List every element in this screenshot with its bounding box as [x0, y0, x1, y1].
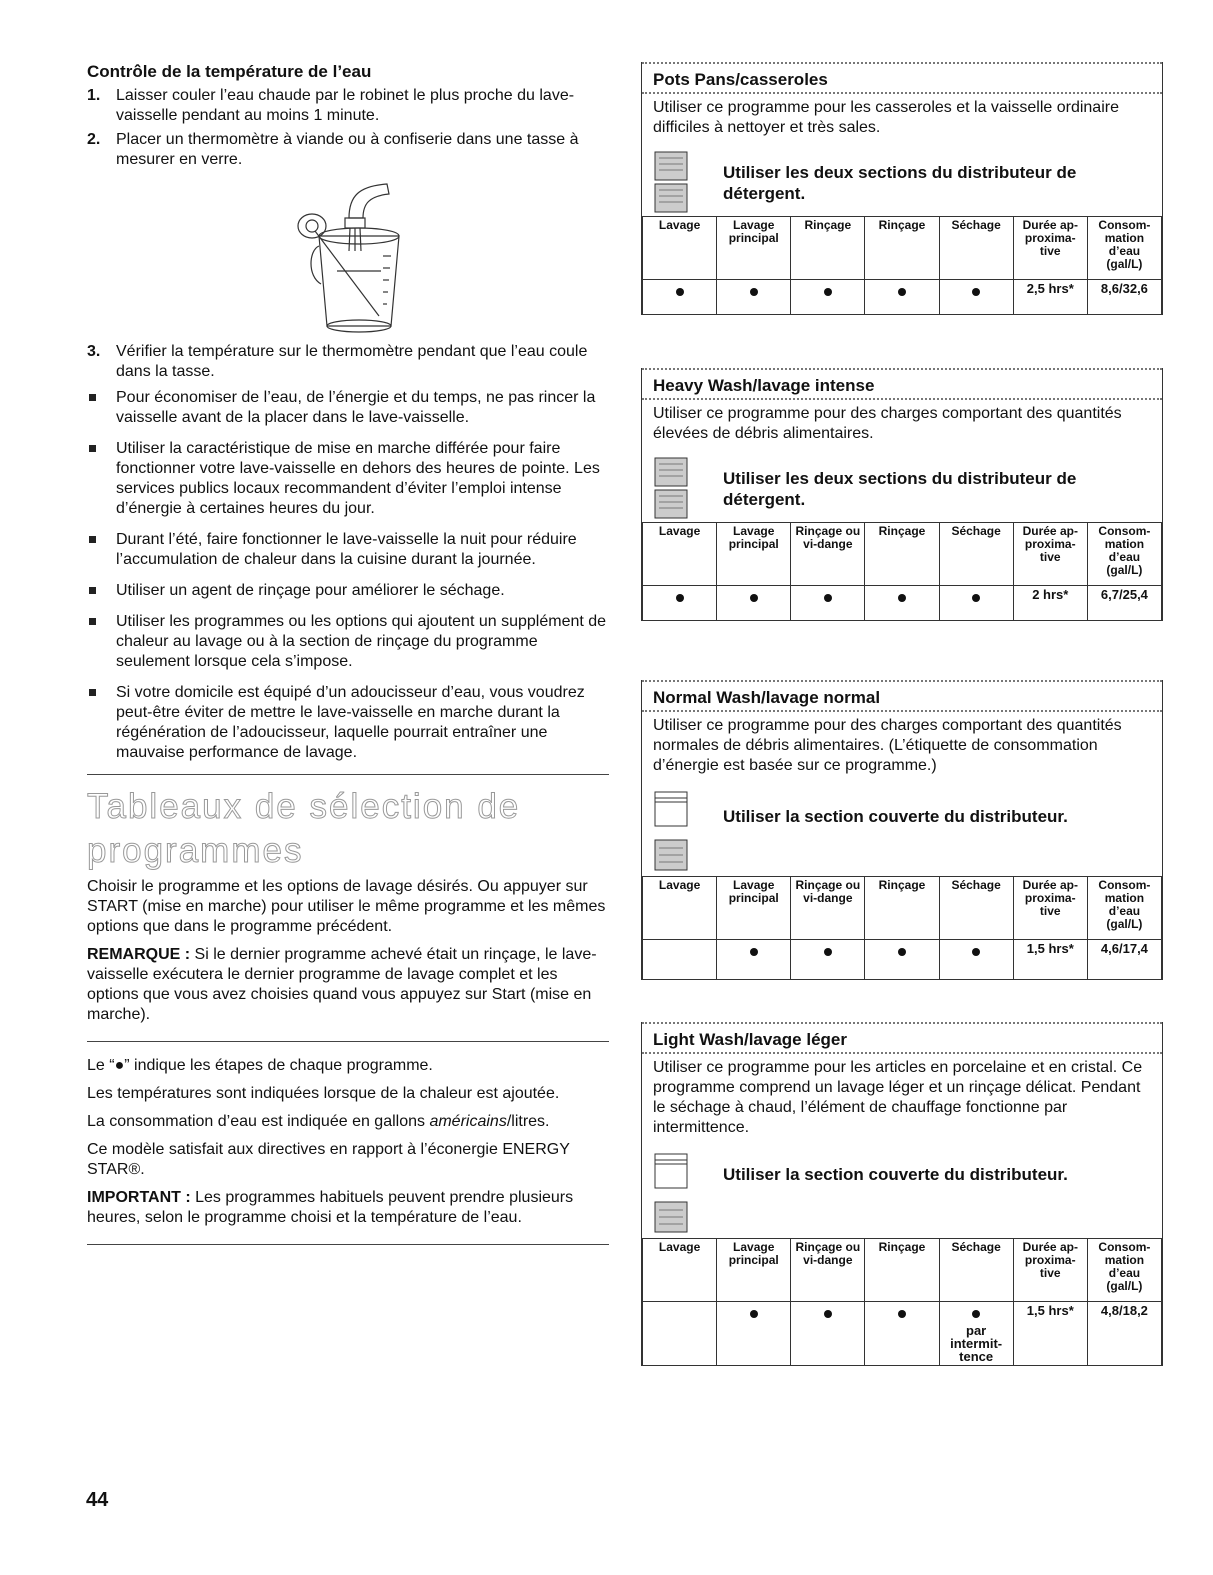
step-cell: [791, 1302, 865, 1366]
water-cell: 8,6/32,6: [1087, 280, 1161, 315]
program-table: [642, 1238, 1162, 1366]
step-number: 1.: [87, 87, 101, 104]
program-title: Light Wash/lavage léger: [642, 1022, 1162, 1054]
step-number: 2.: [87, 131, 101, 148]
step-cell: [717, 280, 791, 315]
table-header: Rinçage ou vi-dange: [791, 523, 865, 586]
step-cell: [939, 1302, 1013, 1366]
step-cell: [791, 586, 865, 621]
table-row: [643, 1302, 1162, 1366]
tip-item: [87, 612, 609, 672]
step-dot-icon: [750, 948, 758, 956]
table-header: Consom-mation d’eau (gal/L): [1087, 217, 1161, 280]
table-header: Durée ap-proxima-tive: [1013, 1239, 1087, 1302]
page-number: 44: [86, 1489, 109, 1511]
step-cell: [939, 586, 1013, 621]
dispenser-row: [642, 142, 1162, 216]
table-header: Séchage: [939, 523, 1013, 586]
table-header: Rinçage: [865, 523, 939, 586]
step-cell: [791, 280, 865, 315]
table-header: Séchage: [939, 217, 1013, 280]
step-cell: [643, 280, 717, 315]
program-table: [642, 216, 1162, 315]
important-text: Les programmes habituels peuvent prendre plusieurs heures, selon le programme choisi et la température de l’eau.: [87, 1189, 574, 1226]
step-dot-icon: [824, 948, 832, 956]
table-header: Séchage: [939, 1239, 1013, 1302]
program-description: Utiliser ce programme pour des charges comportant des quantités élevées de débris alimentaires.: [653, 405, 1122, 442]
step-item: [87, 86, 609, 126]
tips-list: [87, 388, 609, 763]
steps-list-continued: [87, 342, 609, 382]
table-row: [643, 280, 1162, 315]
important-label: IMPORTANT :: [87, 1189, 191, 1206]
program-table: [642, 522, 1162, 621]
tip-item: [87, 581, 609, 601]
table-header: Lavage: [643, 523, 717, 586]
time-cell: 1,5 hrs*: [1013, 1302, 1087, 1366]
program-chart-pots-pans: [641, 62, 1163, 315]
step-cell: [939, 940, 1013, 980]
table-header: Lavage principal: [717, 523, 791, 586]
table-header: Durée ap-proxima-tive: [1013, 217, 1087, 280]
time-cell: 1,5 hrs*: [1013, 940, 1087, 980]
step-dot-icon: [750, 594, 758, 602]
table-header: Rinçage: [865, 877, 939, 940]
legend-water-em: américains: [429, 1113, 507, 1130]
dispenser-icon: [653, 150, 703, 219]
dispenser-icon: [653, 1152, 703, 1241]
legend-energy: Ce modèle satisfait aux directives en rapport à l’éconergie ENERGY STAR®.: [87, 1141, 570, 1178]
table-header: Consom-mation d’eau (gal/L): [1087, 877, 1161, 940]
step-cell: [865, 1302, 939, 1366]
time-cell: 2 hrs*: [1013, 586, 1087, 621]
table-header: Durée ap-proxima-tive: [1013, 523, 1087, 586]
water-temp-heading: Contrôle de la température de l’eau: [87, 62, 372, 81]
step-dot-icon: [898, 948, 906, 956]
step-cell: [791, 940, 865, 980]
step-item: [87, 130, 609, 170]
table-header-row: [643, 1239, 1162, 1302]
legend-water-pre: La consommation d’eau est indiquée en gallons: [87, 1113, 430, 1130]
program-description: Utiliser ce programme pour des charges comportant des quantités normales de débris alimentaires. (L’étiquette de consommation d’énergie est basée sur ce programme.): [653, 717, 1122, 774]
step-number: 3.: [87, 343, 101, 360]
program-chart-heavy-wash: [641, 368, 1163, 621]
program-chart-light-wash: [641, 1022, 1163, 1366]
step-dot-icon: [676, 594, 684, 602]
divider: [87, 774, 609, 775]
legend-water-post: /litres.: [506, 1113, 550, 1130]
table-header-row: [643, 877, 1162, 940]
important-paragraph: [87, 1188, 609, 1228]
table-header: Consom-mation d’eau (gal/L): [1087, 523, 1161, 586]
bullet-icon: [89, 536, 96, 543]
table-row: [643, 940, 1162, 980]
step-dot-icon: [972, 594, 980, 602]
bullet-icon: [89, 394, 96, 401]
remarque-paragraph: [87, 945, 609, 1025]
program-table: [642, 876, 1162, 980]
steps-list: [87, 86, 609, 170]
table-header-row: [643, 523, 1162, 586]
table-header: Séchage: [939, 877, 1013, 940]
step-cell: [643, 1302, 717, 1366]
table-header: Lavage principal: [717, 877, 791, 940]
table-header: Lavage principal: [717, 217, 791, 280]
table-header: Rinçage: [865, 1239, 939, 1302]
program-title: Normal Wash/lavage normal: [642, 680, 1162, 712]
section-title: Tableaux de sélection de programmes: [87, 787, 521, 870]
legend-water: [87, 1112, 609, 1132]
step-cell: [643, 586, 717, 621]
dispenser-note: Utiliser la section couverte du distributeur.: [723, 1165, 1068, 1184]
step-dot-icon: [824, 1310, 832, 1318]
legend-dot: Le “●” indique les étapes de chaque programme.: [87, 1057, 433, 1074]
bullet-icon: [89, 445, 96, 452]
table-header: Lavage principal: [717, 1239, 791, 1302]
tip-text: Utiliser la caractéristique de mise en marche différée pour faire fonctionner votre lave-vaisselle en dehors des heures de pointe. Les services publics locaux recommandent d’éviter l’emploi intense d’énergie à certaines heures du jour.: [116, 440, 600, 517]
tip-text: Utiliser les programmes ou les options qui ajoutent un supplément de chaleur au lavage ou à la section de rinçage du programme seulement lorsque cela s’impose.: [116, 613, 607, 670]
tip-text: Si votre domicile est équipé d’un adoucisseur d’eau, vous voudrez peut-être éviter de mettre le lave-vaisselle en marche durant la régénération de l’adoucisseur, laquelle pourrait entraîner une mauvaise performance de lavage.: [116, 684, 585, 761]
thermometer-cup-illustration: [87, 176, 609, 336]
step-dot-icon: [824, 288, 832, 296]
dispenser-note: Utiliser la section couverte du distributeur.: [723, 807, 1068, 826]
step-cell: [643, 940, 717, 980]
tip-text: Utiliser un agent de rinçage pour améliorer le séchage.: [116, 582, 505, 599]
dispenser-icon: [653, 790, 703, 879]
dispenser-icon: [653, 456, 703, 525]
step-dot-icon: [898, 594, 906, 602]
step-text: Placer un thermomètre à viande ou à confiserie dans une tasse à mesurer en verre.: [116, 131, 579, 168]
remarque-text: Si le dernier programme achevé était un rinçage, le lave-vaisselle exécutera le dernier programme de lavage complet et les options que vous avez choisies quand vous appuyez sur Start (mise en marche).: [87, 946, 597, 1023]
water-cell: 4,6/17,4: [1087, 940, 1161, 980]
step-dot-icon: [972, 948, 980, 956]
dispenser-note: Utiliser les deux sections du distributeur de détergent.: [723, 163, 1077, 203]
table-header: Rinçage ou vi-dange: [791, 1239, 865, 1302]
step-cell: [865, 586, 939, 621]
step-cell: [939, 280, 1013, 315]
step-dot-icon: [972, 288, 980, 296]
step-dot-icon: [972, 1310, 980, 1318]
step-dot-icon: [898, 288, 906, 296]
water-cell: 6,7/25,4: [1087, 586, 1161, 621]
tip-text: Pour économiser de l’eau, de l’énergie et du temps, ne pas rincer la vaisselle avant de la placer dans le lave-vaisselle.: [116, 389, 596, 426]
table-header-row: [643, 217, 1162, 280]
remarque-label: REMARQUE :: [87, 946, 191, 963]
step-text: Vérifier la température sur le thermomètre pendant que l’eau coule dans la tasse.: [116, 343, 588, 380]
step-dot-icon: [898, 1310, 906, 1318]
water-cell: 4,8/18,2: [1087, 1302, 1161, 1366]
program-chart-normal-wash: [641, 680, 1163, 980]
tip-item: [87, 530, 609, 570]
intro-text: Choisir le programme et les options de lavage désirés. Ou appuyer sur START (mise en marche) pour utiliser le même programme et les mêmes options que dans le programme précédent.: [87, 878, 606, 935]
legend-temp: Les températures sont indiquées lorsque de la chaleur est ajoutée.: [87, 1085, 560, 1102]
dispenser-row: [642, 780, 1162, 876]
step-item: [87, 342, 609, 382]
table-header: Rinçage: [791, 217, 865, 280]
step-cell: [717, 940, 791, 980]
table-header: Lavage: [643, 217, 717, 280]
dispenser-note: Utiliser les deux sections du distributeur de détergent.: [723, 469, 1077, 509]
step-cell: [865, 280, 939, 315]
table-header: Lavage: [643, 1239, 717, 1302]
table-header: Rinçage: [865, 217, 939, 280]
step-cell: [717, 586, 791, 621]
table-header: Consom-mation d’eau (gal/L): [1087, 1239, 1161, 1302]
table-row: [643, 586, 1162, 621]
program-description: Utiliser ce programme pour les articles en porcelaine et en cristal. Ce programme comprend un lavage léger et un rinçage délicat. Pendant le séchage à chaud, l’élément de chauffage fonctionne par intermittence.: [653, 1059, 1143, 1136]
step-dot-icon: [750, 288, 758, 296]
dispenser-row: [642, 448, 1162, 522]
intermittent-note: par intermit-tence: [950, 1323, 1003, 1364]
bullet-icon: [89, 689, 96, 696]
left-column: [87, 62, 609, 1245]
program-description: Utiliser ce programme pour les casseroles et la vaisselle ordinaire difficiles à nettoyer et très sales.: [653, 99, 1119, 136]
table-header: Rinçage ou vi-dange: [791, 877, 865, 940]
bullet-icon: [89, 587, 96, 594]
step-dot-icon: [824, 594, 832, 602]
program-title: Pots Pans/casseroles: [642, 62, 1162, 94]
tip-item: [87, 683, 609, 763]
step-cell: [717, 1302, 791, 1366]
step-dot-icon: [750, 1310, 758, 1318]
divider: [87, 1041, 609, 1042]
step-dot-icon: [676, 288, 684, 296]
time-cell: 2,5 hrs*: [1013, 280, 1087, 315]
table-header: Durée ap-proxima-tive: [1013, 877, 1087, 940]
tip-item: [87, 388, 609, 428]
step-cell: [865, 940, 939, 980]
divider: [87, 1244, 609, 1245]
program-title: Heavy Wash/lavage intense: [642, 368, 1162, 400]
table-header: Lavage: [643, 877, 717, 940]
tip-text: Durant l’été, faire fonctionner le lave-vaisselle la nuit pour réduire l’accumulation de chaleur dans la cuisine durant la journée.: [116, 531, 577, 568]
bullet-icon: [89, 618, 96, 625]
dispenser-row: [642, 1142, 1162, 1238]
tip-item: [87, 439, 609, 519]
step-text: Laisser couler l’eau chaude par le robinet le plus proche du lave-vaisselle pendant au moins 1 minute.: [116, 87, 575, 124]
